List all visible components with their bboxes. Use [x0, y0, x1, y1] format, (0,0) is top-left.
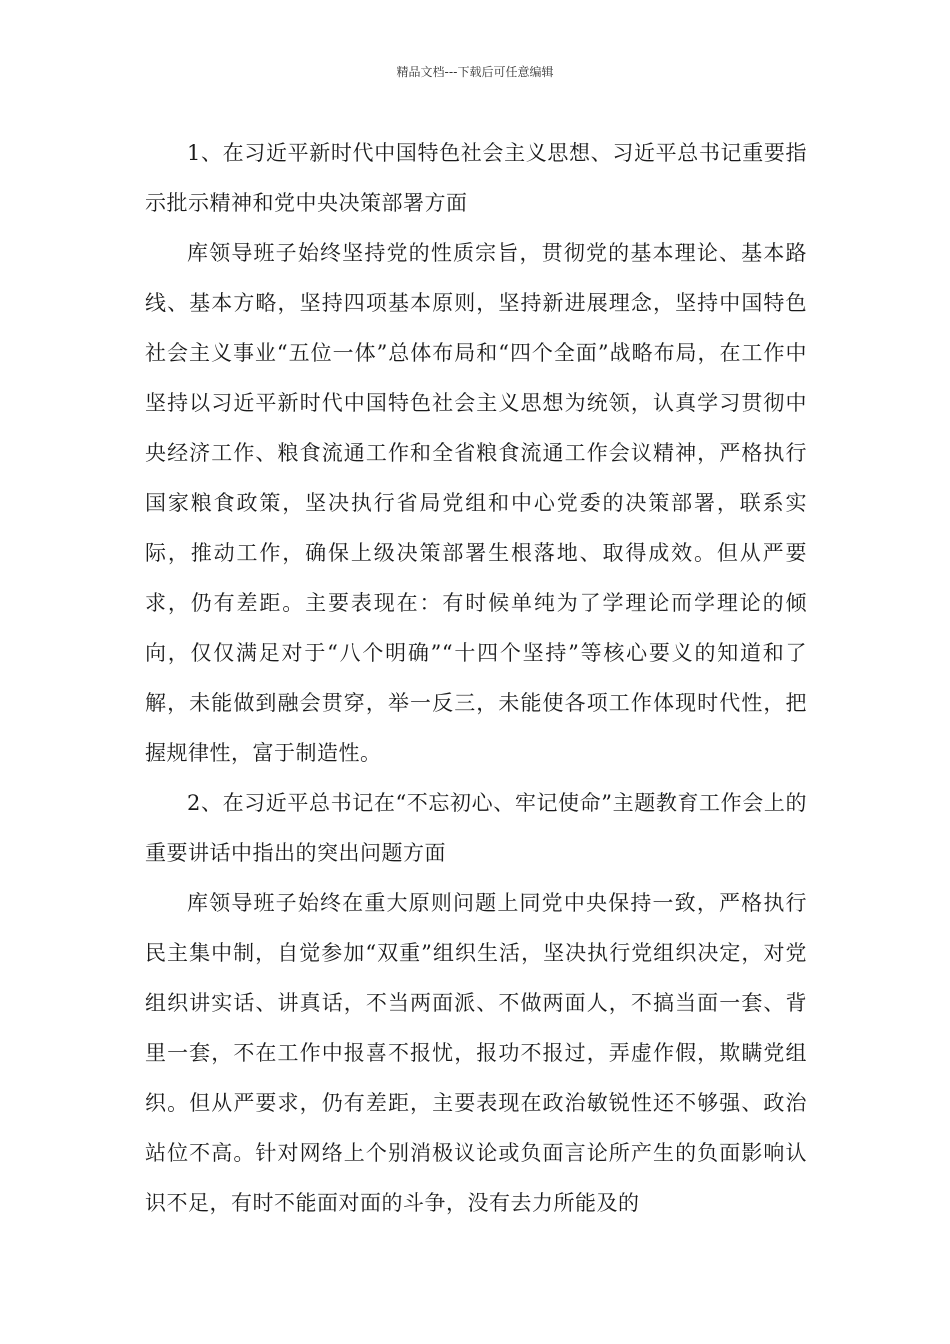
section-heading-1: 1、在习近平新时代中国特色社会主义思想、习近平总书记重要指示批示精神和党中央决策部署方面 [145, 141, 807, 215]
section-heading-2: 2、在习近平总书记在“不忘初心、牢记使命”主题教育工作会上的重要讲话中指出的突出问题方面 [145, 791, 807, 865]
body-paragraph-1: 库领导班子始终坚持党的性质宗旨，贯彻党的基本理论、基本路线、基本方略，坚持四项基本原则，坚持新进展理念，坚持中国特色社会主义事业“五位一体”总体布局和“四个全面”战略布局，在工作中坚持以习近平新时代中国特色社会主义思想为统领，认真学习贯彻中央经济工作、粮食流通工作和全省粮食流通工作会议精神，严格执行国家粮食政策，坚决执行省局党组和中心党委的决策部署，联系实际，推动工作，确保上级决策部署生根落地、取得成效。但从严要求，仍有差距。主要表现在：有时候单纯为了学理论而学理论的倾向，仅仅满足对于“八个明确”“十四个坚持”等核心要义的知道和了解，未能做到融会贯穿，举一反三，未能使各项工作体现时代性，把握规律性，富于制造性。 [145, 241, 807, 765]
document-body [145, 128, 807, 1228]
body-paragraph-2: 库领导班子始终在重大原则问题上同党中央保持一致，严格执行民主集中制，自觉参加“双重”组织生活，坚决执行党组织决定，对党组织讲实话、讲真话，不当两面派、不做两面人，不搞当面一套、背里一套，不在工作中报喜不报忧，报功不报过，弄虚作假，欺瞒党组织。但从严要求，仍有差距，主要表现在政治敏锐性还不够强、政治站位不高。针对网络上个别消极议论或负面言论所产生的负面影响认识不足，有时不能面对面的斗争，没有去力所能及的 [145, 891, 807, 1215]
page-header: 精品文档---下载后可任意编辑 [396, 65, 554, 79]
